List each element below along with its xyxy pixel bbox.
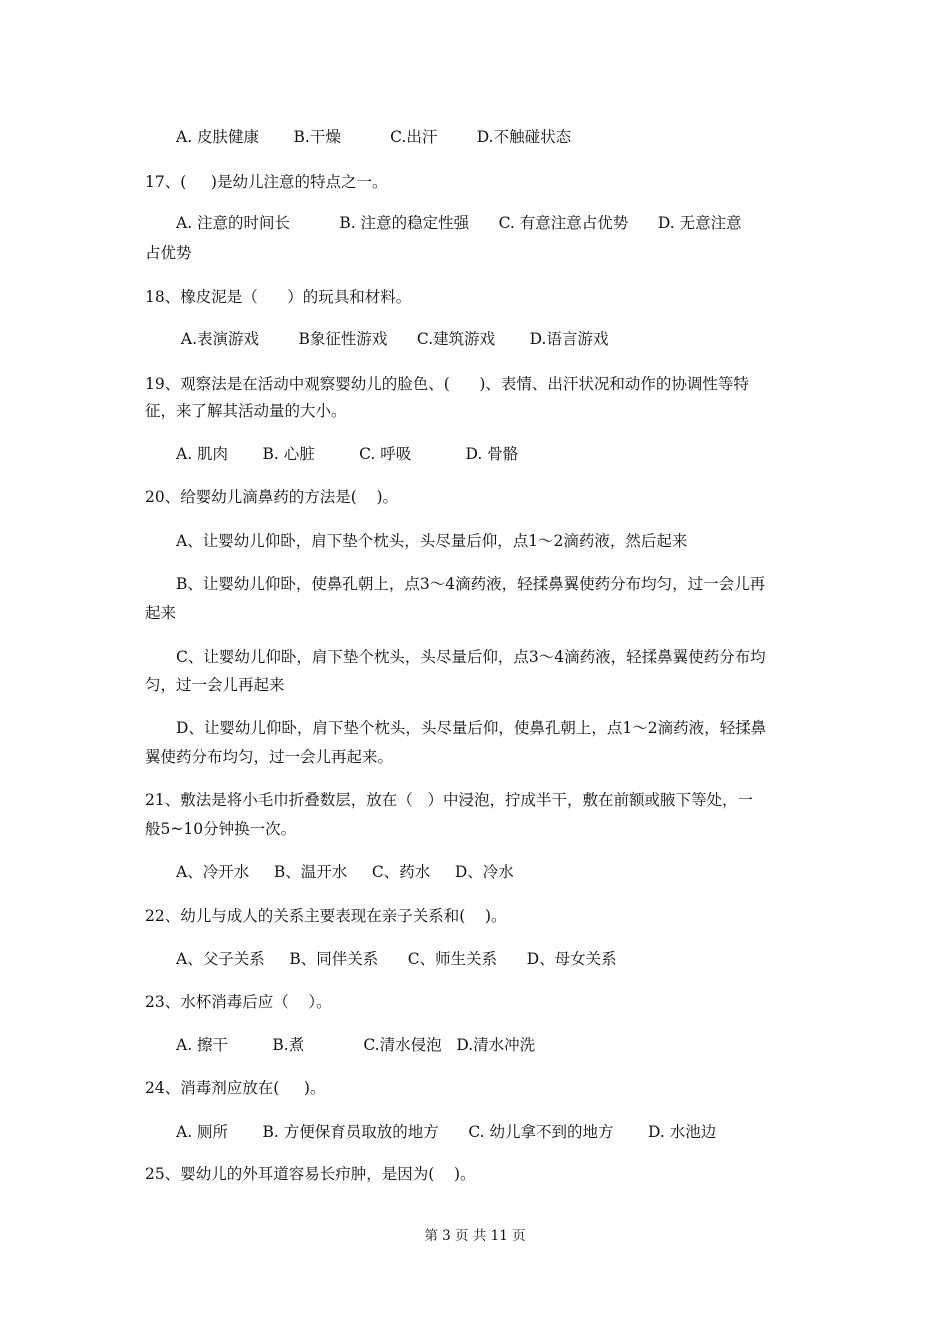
- q20-option-d-line2: 翼使药分布均匀，过一会儿再起来。: [145, 748, 394, 766]
- q20-option-c-line1: C、让婴幼儿仰卧，肩下垫个枕头，头尽量后仰，点3～4滴药液，轻揉鼻翼使药分布均: [176, 648, 766, 666]
- q21-stem-line1: 21、敷法是将小毛巾折叠数层，放在（ ）中浸泡，拧成半干，敷在前额或腋下等处，一: [145, 791, 754, 809]
- q17-options-line2: 占优势: [145, 244, 192, 262]
- q19-options: A. 肌肉 B. 心脏 C. 呼吸 D. 骨骼: [176, 445, 519, 463]
- q19-stem-line2: 征，来了解其活动量的大小。: [145, 402, 347, 420]
- page-footer: 第 3 页 共 11 页: [424, 1228, 526, 1244]
- q19-stem-line1: 19、观察法是在活动中观察婴幼儿的脸色、( )、表情、出汗状况和动作的协调性等特: [145, 375, 749, 393]
- q20-stem: 20、给婴幼儿滴鼻药的方法是( )。: [145, 488, 399, 506]
- q20-option-a: A、让婴幼儿仰卧，肩下垫个枕头，头尽量后仰，点1～2滴药液，然后起来: [176, 532, 688, 550]
- q18-options: A.表演游戏 B象征性游戏 C.建筑游戏 D.语言游戏: [176, 330, 609, 348]
- q25-stem: 25、婴幼儿的外耳道容易长疖肿，是因为( )。: [145, 1165, 476, 1183]
- q17-stem: 17、( )是幼儿注意的特点之一。: [145, 173, 388, 191]
- q22-options: A、父子关系 B、同伴关系 C、师生关系 D、母女关系: [176, 950, 617, 968]
- q20-option-d-line1: D、让婴幼儿仰卧，肩下垫个枕头，头尽量后仰，使鼻孔朝上，点1～2滴药液，轻揉鼻: [176, 719, 767, 737]
- q24-options: A. 厕所 B. 方便保育员取放的地方 C. 幼儿拿不到的地方 D. 水池边: [176, 1123, 717, 1141]
- q21-stem-line2: 般5~10分钟换一次。: [145, 820, 297, 838]
- q20-option-b-line2: 起来: [145, 604, 177, 622]
- q22-stem: 22、幼儿与成人的关系主要表现在亲子关系和( )。: [145, 907, 507, 925]
- q18-stem: 18、橡皮泥是（ ）的玩具和材料。: [145, 288, 412, 306]
- q16-options: A. 皮肤健康 B.干燥 C.出汗 D.不触碰状态: [176, 128, 572, 146]
- q17-options-line1: A. 注意的时间长 B. 注意的稳定性强 C. 有意注意占优势 D. 无意注意: [176, 214, 742, 232]
- q20-option-c-line2: 匀，过一会儿再起来: [145, 676, 285, 694]
- q20-option-b-line1: B、让婴幼儿仰卧，使鼻孔朝上，点3～4滴药液，轻揉鼻翼使药分布均匀，过一会儿再: [176, 575, 766, 593]
- q23-stem: 23、水杯消毒后应（ ）。: [145, 993, 332, 1011]
- q21-options: A、冷开水 B、温开水 C、药水 D、冷水: [176, 863, 514, 881]
- q23-options: A. 擦干 B.煮 C.清水侵泡 D.清水冲洗: [176, 1036, 536, 1054]
- q24-stem: 24、消毒剂应放在( )。: [145, 1079, 326, 1097]
